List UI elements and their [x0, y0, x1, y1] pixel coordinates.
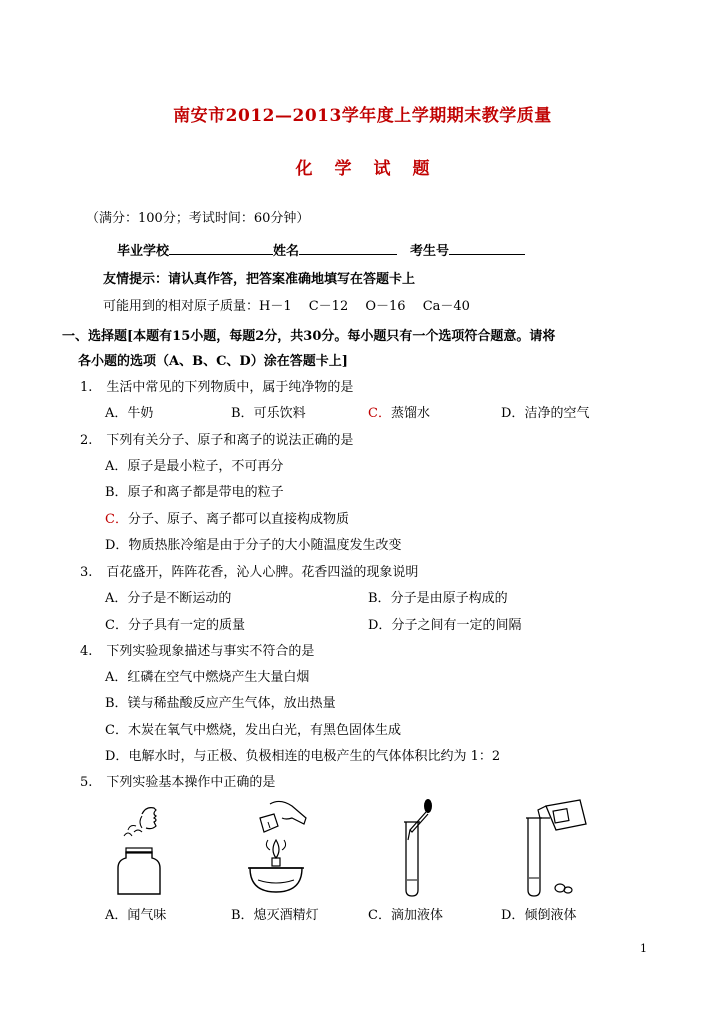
pouring-liquid-figure	[520, 796, 590, 898]
q3-option-b	[368, 587, 508, 606]
q1-option-d	[501, 402, 589, 421]
option-letter: C．	[368, 908, 391, 923]
question-stem: 下列实验现象描述与事实不符合的是	[106, 644, 315, 659]
option-letter: A．	[105, 459, 128, 474]
exam-title: 南安市2012—2013学年度上学期期末教学质量	[173, 106, 552, 126]
section-heading-line2: 各小题的选项（A、B、C、D）涂在答题卡上]	[78, 354, 348, 369]
option-text: 木炭在氧气中燃烧，发出白光，有黑色固体生成	[127, 723, 401, 738]
option-text: 红磷在空气中燃烧产生大量白烟	[127, 670, 310, 685]
dropping-liquid-figure	[398, 796, 440, 898]
friendly-tip: 友情提示：请认真作答，把答案准确地填写在答题卡上	[103, 272, 416, 287]
option-text: 熄灭酒精灯	[253, 908, 319, 923]
q4-option-d	[105, 745, 500, 764]
option-letter: A．	[105, 670, 128, 685]
subtitle-char: 试	[373, 159, 391, 179]
option-text: 分子是不断运动的	[127, 591, 232, 606]
option-text: 洁净的空气	[524, 406, 590, 421]
student-info-row	[117, 240, 525, 259]
option-letter: C．	[105, 618, 128, 633]
option-text: 滴加液体	[390, 908, 443, 923]
option-letter: A．	[105, 591, 128, 606]
option-letter-answer: C．	[105, 512, 128, 527]
subtitle-char: 化	[295, 159, 313, 179]
smell-gas-figure	[112, 800, 170, 898]
q3-option-a	[105, 587, 231, 606]
atomic-mass-note: 可能用到的相对原子质量：H－1 C－12 O－16 Ca－40	[103, 299, 470, 314]
option-text: 原子和离子都是带电的粒子	[127, 485, 284, 500]
subtitle-char: 题	[412, 159, 430, 179]
q4-option-a	[105, 666, 309, 685]
option-letter: D．	[105, 749, 129, 764]
question-number: 2.	[80, 433, 93, 448]
name-blank	[299, 241, 397, 255]
q3-option-c	[105, 614, 245, 633]
option-text: 可乐饮料	[253, 406, 306, 421]
score-time-note: （满分：100分；考试时间：60分钟）	[86, 211, 310, 226]
school-blank	[169, 241, 273, 255]
q4-option-b	[105, 692, 336, 711]
option-letter-answer: C．	[368, 406, 391, 421]
q5-option-d	[501, 904, 576, 923]
exam-subtitle	[0, 154, 725, 179]
option-letter: C．	[105, 723, 128, 738]
question-5	[80, 771, 275, 790]
question-number: 3.	[80, 565, 93, 580]
page-number: 1	[640, 942, 647, 955]
option-letter: D．	[501, 406, 525, 421]
question-number: 4.	[80, 644, 93, 659]
option-text: 分子、原子、离子都可以直接构成物质	[127, 512, 349, 527]
option-letter: B．	[105, 696, 128, 711]
q1-option-b	[231, 402, 306, 421]
question-stem: 下列有关分子、原子和离子的说法正确的是	[106, 433, 354, 448]
question-4	[80, 640, 314, 659]
question-stem: 生活中常见的下列物质中，属于纯净物的是	[106, 380, 354, 395]
option-letter: A．	[105, 406, 128, 421]
section-heading-line1: 一、选择题[本题有15小题，每题2分，共30分。每小题只有一个选项符合题意。请将	[62, 329, 556, 344]
option-text: 分子是由原子构成的	[390, 591, 508, 606]
option-letter: D．	[105, 538, 129, 553]
q4-option-c	[105, 719, 401, 738]
option-letter: B．	[105, 485, 128, 500]
question-stem: 下列实验基本操作中正确的是	[106, 775, 276, 790]
exam-no-label: 考生号	[410, 244, 450, 259]
question-number: 1.	[80, 380, 93, 395]
option-text: 电解水时，与正极、负极相连的电极产生的气体体积比约为 1：2	[128, 749, 501, 764]
option-letter: D．	[368, 618, 392, 633]
question-stem: 百花盛开，阵阵花香，沁人心脾。花香四溢的现象说明	[106, 565, 419, 580]
question-3	[80, 561, 418, 580]
option-text: 闻气味	[127, 908, 167, 923]
option-letter: B．	[368, 591, 391, 606]
question-number: 5.	[80, 775, 93, 790]
q2-option-b	[105, 481, 284, 500]
option-letter: D．	[501, 908, 525, 923]
option-text: 倾倒液体	[524, 908, 577, 923]
option-text: 镁与稀盐酸反应产生气体，放出热量	[127, 696, 336, 711]
option-letter: B．	[231, 406, 254, 421]
option-letter: A．	[105, 908, 128, 923]
q1-option-c	[368, 402, 430, 421]
q1-option-a	[105, 402, 153, 421]
option-text: 物质热胀冷缩是由于分子的大小随温度发生改变	[128, 538, 402, 553]
q3-option-d	[368, 614, 521, 633]
q5-option-b	[231, 904, 319, 923]
option-letter: B．	[231, 908, 254, 923]
alcohol-lamp-figure	[240, 796, 312, 898]
school-label: 毕业学校	[117, 244, 170, 259]
option-text: 牛奶	[127, 406, 154, 421]
q5-option-c	[368, 904, 443, 923]
question-1	[80, 376, 353, 395]
option-text: 分子具有一定的质量	[127, 618, 245, 633]
option-text: 蒸馏水	[390, 406, 430, 421]
question-2	[80, 429, 353, 448]
q2-option-c	[105, 508, 349, 527]
name-label: 姓名	[273, 244, 300, 259]
subtitle-char: 学	[334, 159, 352, 179]
exam-no-blank	[449, 241, 525, 255]
option-text: 分子之间有一定的间隔	[391, 618, 522, 633]
option-text: 原子是最小粒子，不可再分	[127, 459, 284, 474]
q5-option-a	[105, 904, 166, 923]
q2-option-a	[105, 455, 283, 474]
q2-option-d	[105, 534, 401, 553]
